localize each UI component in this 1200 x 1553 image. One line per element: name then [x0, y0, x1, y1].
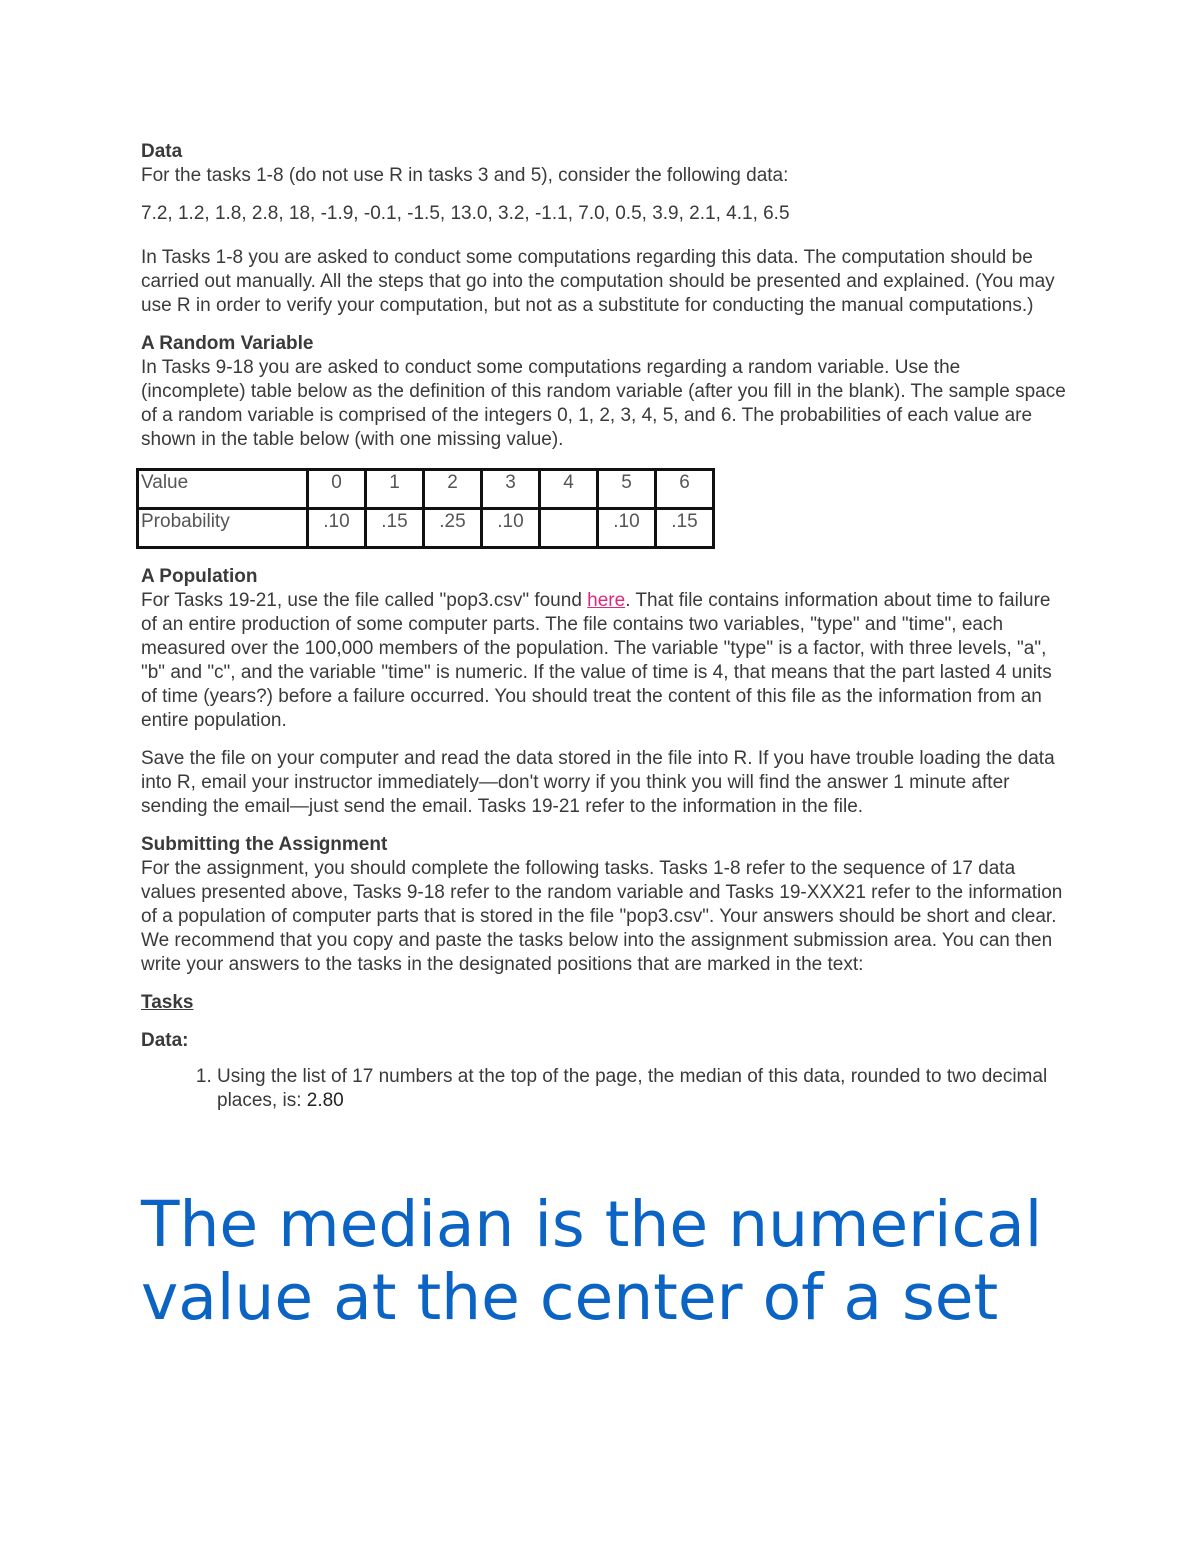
- population-heading: A Population: [141, 566, 258, 587]
- task-question: Using the list of 17 numbers at the top of the page, the median of this data, rounded to two decimal places, is:: [217, 1066, 1048, 1111]
- median-note: The median is the numerical value at the center of a set: [141, 1188, 1043, 1334]
- probability-label: Probability: [138, 509, 308, 548]
- random-variable-heading: A Random Variable: [141, 333, 314, 354]
- probability-cell: .15: [366, 509, 424, 548]
- probability-row: [138, 509, 714, 548]
- value-cell: 2: [424, 470, 482, 509]
- probability-cell: .15: [656, 509, 714, 548]
- task-list: [141, 1065, 1066, 1113]
- probability-table: [136, 468, 715, 549]
- document-body: [141, 140, 1066, 1113]
- data-values: 7.2, 1.2, 1.8, 2.8, 18, -1.9, -0.1, -1.5, 13.0, 3.2, -1.1, 7.0, 0.5, 3.9, 2.1, 4.1, 6.5: [141, 203, 790, 224]
- tasks-data-subheading: Data:: [141, 1030, 189, 1051]
- value-cell: 0: [308, 470, 366, 509]
- value-cell: 3: [482, 470, 540, 509]
- tasks-heading: Tasks: [141, 992, 194, 1013]
- value-cell: 5: [598, 470, 656, 509]
- value-row: [138, 470, 714, 509]
- task-answer: 2.80: [306, 1090, 344, 1111]
- save-note: Save the file on your computer and read the data stored in the file into R. If you have trouble loading the data into R, email your instructor immediately—don't worry if you think you will find the answer 1 minute after sending the email—just send the email. Tasks 19-21 refer to the information in the file.: [141, 748, 1055, 817]
- submitting-body: For the assignment, you should complete the following tasks. Tasks 1-8 refer to the sequence of 17 data values presented above, Tasks 9-18 refer to the random variable and Tasks 19-XXX21 refer to the information of a population of computer parts that is stored in the file "pop3.csv". Your answers should be short and clear.: [141, 858, 1063, 927]
- recommend-body: We recommend that you copy and paste the tasks below into the assignment submission area. You can then write your answers to the tasks in the designated positions that are marked in the text:: [141, 930, 1053, 975]
- data-heading: Data: [141, 141, 183, 162]
- value-label: Value: [138, 470, 308, 509]
- task-item: [217, 1065, 1066, 1113]
- data-intro: For the tasks 1-8 (do not use R in tasks 3 and 5), consider the following data:: [141, 165, 789, 186]
- probability-cell: .10: [598, 509, 656, 548]
- here-link[interactable]: here: [587, 590, 626, 611]
- probability-cell: .25: [424, 509, 482, 548]
- random-variable-body: In Tasks 9-18 you are asked to conduct some computations regarding a random variable. Use the (incomplete) table below as the definition of this random variable (after you fill in the blank). The sample space of a random variable is comprised of the integers 0, 1, 2, 3, 4, 5, and 6. The probabilities of each value are shown in the table below (with one missing value).: [141, 357, 1066, 450]
- value-cell: 1: [366, 470, 424, 509]
- population-body: [141, 589, 1066, 733]
- population-body-end: . That file contains information about time to failure of an entire production of some computer parts. The file contains two variables, "type" and "time", each measured over the 100,000 members of the population. The variable "type" is a factor, with three levels, "a", "b" and "c", and the variable "time" is numeric. If the value of time is 4, that means that the part lasted 4 units of time (years?) before a failure occurred. You should treat the content of this file as the information from an entire population.: [141, 590, 1052, 731]
- probability-cell: .10: [308, 509, 366, 548]
- value-cell: 6: [656, 470, 714, 509]
- population-body-start: For Tasks 19-21, use the file called "pop3.csv" found: [141, 590, 588, 611]
- probability-cell: .10: [482, 509, 540, 548]
- data-instructions: In Tasks 1-8 you are asked to conduct some computations regarding this data. The computation should be carried out manually. All the steps that go into the computation should be presented and explained. (You may use R in order to verify your computation, but not as a substitute for conducting the manual computations.): [141, 247, 1055, 316]
- value-cell: 4: [540, 470, 598, 509]
- submitting-heading: Submitting the Assignment: [141, 834, 388, 855]
- probability-cell-blank: [540, 509, 598, 548]
